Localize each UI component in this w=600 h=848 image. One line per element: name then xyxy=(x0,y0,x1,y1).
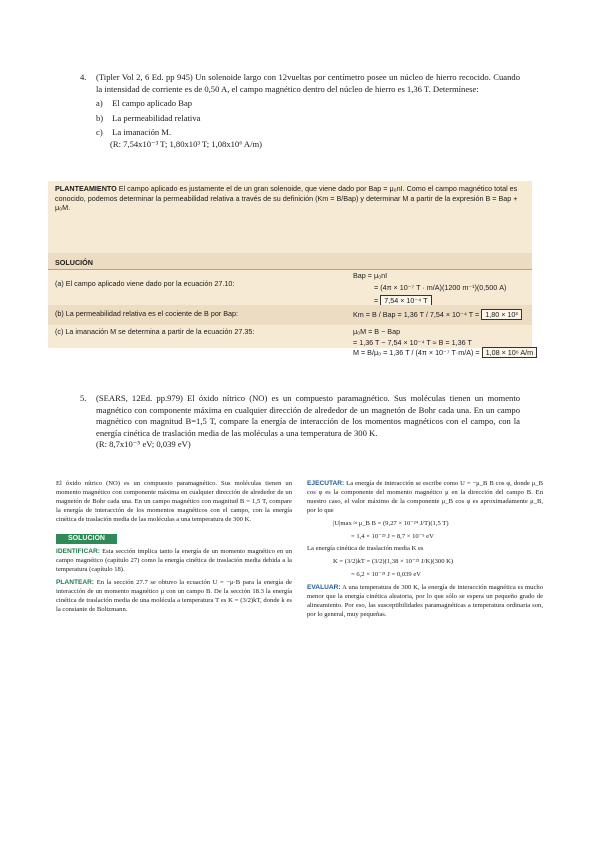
row-c-eq3: M = B/μ₀ = 1,36 T / (4π × 10⁻⁷ T·m/A) = xyxy=(353,348,480,357)
part-label: b) xyxy=(96,112,104,123)
problem-4 xyxy=(80,72,520,150)
row-a-text: (a) El campo aplicado viene dado por la ecuación 27.10: xyxy=(55,279,235,288)
solution-5-right-column xyxy=(307,480,543,624)
solution-heading: SOLUCIÓN xyxy=(55,258,93,267)
identify-paragraph xyxy=(56,548,292,575)
row-c-text: (c) La imanación M se determina a partir de la ecuación 27.35: xyxy=(55,327,255,336)
row-b-eq: Km = B / Bap = 1,36 T / 7,54 × 10⁻⁴ T = xyxy=(353,310,480,319)
execute-label: EJECUTAR: xyxy=(307,480,345,487)
solution-5-label: SOLUCIÓN xyxy=(56,534,117,545)
problem-4-part-a xyxy=(96,98,520,110)
problem-5-answer: (R: 8,7x10⁻⁵ eV; 0,039 eV) xyxy=(96,439,191,449)
row-a-eq2: = (4π × 10⁻⁷ T · m/A)(1200 m⁻¹)(0,500 A) xyxy=(374,283,507,292)
problem-4-statement: (Tipler Vol 2, 6 Ed. pp 945) Un solenoide largo con 12vueltas por centímetro posee un núcleo de hierro recocido. Cuando la intensidad de corriente es de 0,50 A, el campo magnético dentro del núcleo de hierro es 1,36 T. Determínese: xyxy=(96,72,520,94)
evaluate-text: A una temperatura de 300 K, la energía de interacción magnética es mucho menor que la energía cinética aleatoria, por lo que sólo se espera un pequeño grado de alineamiento. Por eso, las susceptibilidades paramagnéticas a temperatura ordinaria son, por lo general, muy pequeñas. xyxy=(307,584,543,618)
solution-header-band xyxy=(48,253,532,270)
evaluate-paragraph xyxy=(307,584,543,620)
solution-5-left-column xyxy=(56,480,292,619)
plan-heading: PLANTEAMIENTO xyxy=(55,184,117,193)
plan-text: El campo aplicado es justamente el de un gran solenoide, que viene dado por Bap = μ₀nI. Como el campo magnético total es conocido, podemos determinar la permeabilidad relativa a través de su definición (Km = B/Bap) y determinar M a partir de la expresión B = Bap + μ₀M. xyxy=(55,184,518,213)
row-a-result-line: = 7,54 × 10⁻⁴ T xyxy=(374,296,432,306)
eq-k1: K = (3/2)kT = (3/2)(1,38 × 10⁻²³ J/K)(300 K) xyxy=(333,558,454,566)
row-b-text: (b) La permeabilidad relativa es el cociente de B por Bap: xyxy=(55,309,238,318)
row-c-eq1: μ₀M = B − Bap xyxy=(353,327,401,336)
identify-text: Esta sección implica tanto la energía de un momento magnético en un campo magnético (capítulo 27) como la energía cinética de traslación media debida a la temperatura (capítulo 18). xyxy=(56,548,293,574)
part-text: La imanación M. xyxy=(112,127,172,137)
identify-label: IDENTIFICAR: xyxy=(56,548,100,556)
plan-label: PLANTEAR: xyxy=(56,579,95,587)
part-label: a) xyxy=(96,98,103,108)
part-label: c) xyxy=(96,127,103,137)
row-b-result: 1,80 × 10³ xyxy=(481,309,522,320)
solution-divider xyxy=(48,269,532,270)
row-c-eq2: = 1,36 T − 7,54 × 10⁻⁴ T ≈ B = 1,36 T xyxy=(353,338,472,347)
part-text: El campo aplicado Bap xyxy=(112,98,193,108)
plan-text-5: En la sección 27.7 se obtuvo la ecuación U = −μ·B para la energía de interacción de un momento magnético μ con un campo B. De la sección 18.3 la energía cinética de traslación media de una molécula a temperatura T es K = (3/2)kT, donde k es la constante de Boltzmann. xyxy=(56,579,292,613)
problem-4-number: 4. xyxy=(80,72,87,82)
eq-k2: = 6,2 × 10⁻²¹ J = 0,039 eV xyxy=(351,571,422,579)
eq-u2: = 1,4 × 10⁻²³ J = 8,7 × 10⁻⁵ eV xyxy=(351,532,434,540)
plan-paragraph xyxy=(55,184,525,213)
plan-paragraph-5 xyxy=(56,579,292,615)
evaluate-label: EVALUAR: xyxy=(307,584,341,592)
row-c-eq3-line xyxy=(353,348,537,357)
row-c-result: 1,08 × 10⁶ A/m xyxy=(482,347,538,358)
problem-5 xyxy=(80,393,520,451)
solution-5-intro: El óxido nítrico (NO) es un compuesto paramagnético. Sus moléculas tienen un momento magnético con componente máxima en cualquier dirección de alrededor de un magnetón de Bohr cada una. En un campo magnético con magnitud B = 1,5 T, compare la energía de interacción de los momentos magnéticos con el campo, con la energía cinética de traslación media de las moléculas a una temperatura de 300 K. xyxy=(56,480,292,523)
execute-text: La energía de interacción se escribe como U = −μ_B B cos φ, donde μ_B cos φ es la componente del momento magnético μ en la dirección del campo B. En nuestro caso, el valor máximo de la componente μ_B cos φ es aproximadamente μ_B, por lo que xyxy=(307,480,543,514)
textbook-solution-box xyxy=(48,181,532,348)
row-a-result: 7,54 × 10⁻⁴ T xyxy=(380,295,431,306)
problem-4-part-b xyxy=(96,113,520,125)
problem-5-statement: (SEARS, 12Ed. pp.979) El óxido nítrico (NO) es un compuesto paramagnético. Sus moléculas tienen un momento magnético con componente máxima en cualquier dirección de alrededor de un magnetón de Bohr cada una. En un campo magnético con magnitud B=1,5 T, compare la energía de interacción de los momentos magnéticos con el campo, con la energía cinética de traslación media de las moléculas a una temperatura de 300 K. xyxy=(96,393,520,438)
problem-5-number: 5. xyxy=(80,393,87,403)
row-b-eq-line xyxy=(353,310,522,320)
execute-paragraph xyxy=(307,480,543,516)
problem-4-part-c xyxy=(96,127,520,139)
part-text: La permeabilidad relativa xyxy=(112,112,201,123)
kinetic-text: La energía cinética de traslación media K es xyxy=(307,545,424,553)
problem-4-answer: (R: 7,54x10⁻³ T; 1,80x10³ T; 1,08x10⁶ A/m) xyxy=(110,138,263,149)
eq-u1: |U|max ≈ μ_B B = (9,27 × 10⁻²⁴ J/T)(1,5 T) xyxy=(333,519,449,527)
row-a-eq1: Bap = μ₀nI xyxy=(353,271,388,280)
